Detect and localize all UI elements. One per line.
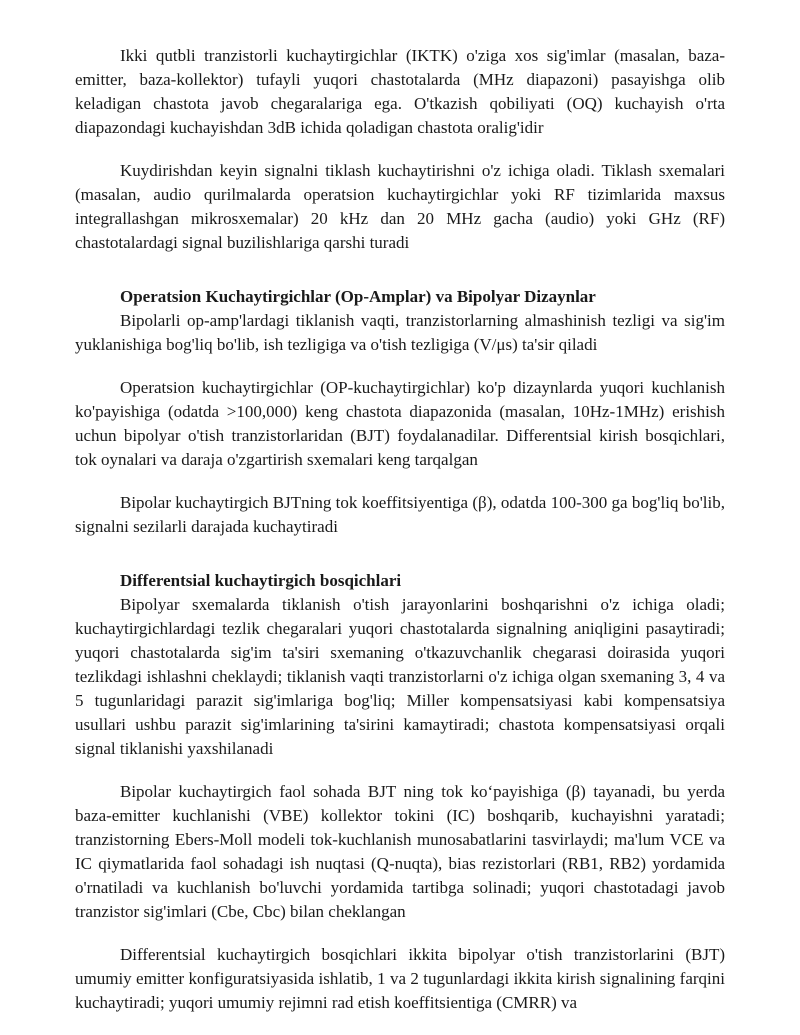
paragraph-bjt-beta: Bipolar kuchaytirgich BJTning tok koeffitsiyentiga (β), odatda 100-300 ga bog'liq bo'lib, signalni sezilarli darajada kuchaytiradi [75, 493, 725, 536]
paragraph-op-amp-gain: Operatsion kuchaytirgichlar (OP-kuchaytirgichlar) ko'p dizaynlarda yuqori kuchlanish ko'payishiga (odatda >100,000) keng chastota diapazonida (masalan, 10Hz-1MHz) erishish uchun bipolyar o'tish tranzistorlaridan (BJT) foydalanadilar. Differentsial kirish bosqichlari, tok oynalari va daraja o'zgartirish sxemalari keng tarqalgan [75, 378, 725, 469]
document-body [75, 44, 725, 1015]
spacer [75, 558, 725, 569]
paragraph-signal-recovery: Kuydirishdan keyin signalni tiklash kuchaytirishni o'z ichiga oladi. Tiklash sxemalari (masalan, audio qurilmalarda operatsion kuchaytirgichlar yoki RF tizimlarida maxsus integrallashgan mikrosxemalar) 20 kHz dan 20 MHz gacha (audio) yoki GHz (RF) chastotalardagi signal buzilishlariga qarshi turadi [75, 161, 725, 252]
section-heading-differential: Differentsial kuchaytirgich bosqichlari [120, 571, 402, 590]
paragraph-differential-stages: Differentsial kuchaytirgich bosqichlari ikkita bipolyar o'tish tranzistorlarini (BJT) umumiy emitter konfiguratsiyasida ishlatib, 1 va 2 tugunlardagi ikkita kirish signalining farqini kuchaytiradi; yuqori umumiy rejimni rad etish koeffitsientiga (CMRR) va [75, 945, 725, 1012]
paragraph-recovery-time: Bipolarli op-amp'lardagi tiklanish vaqti, tranzistorlarning almashinish tezligi va sig'im yuklanishiga bog'liq bo'lib, ish tezligiga va o'tish tezligiga (V/μs) ta'sir qiladi [75, 311, 725, 354]
paragraph-iktk-frequency: Ikki qutbli tranzistorli kuchaytirgichlar (IKTK) o'ziga xos sig'imlar (masalan, baza-emitter, baza-kollektor) tufayli yuqori chastotalarda (MHz diapazoni) pasayishga olib keladigan chastota javob chegaralariga ega. O'tkazish qobiliyati (OQ) kuchayish o'rta diapazondagi kuchayishdan 3dB ichida qoladigan chastota oralig'idir [75, 46, 725, 137]
paragraph-active-region: Bipolar kuchaytirgich faol sohada BJT ning tok ko‘payishiga (β) tayanadi, bu yerda baza-emitter kuchlanishi (VBE) kollektor tokini (IC) boshqarib, kuchayishni yaratadi; tranzistorning Ebers-Moll modeli tok-kuchlanish munosabatlarini tasvirlaydi; ma'lum VCE va IC qiymatlarida faol sohadagi ish nuqtasi (Q-nuqta), bias rezistorlari (RB1, RB2) yordamida o'rnatiladi va kuchlanish bo'luvchi yordamida tartibga solinadi; yuqori chastotadagi javob tranzistor sig'imlari (Cbe, Cbc) bilan cheklangan [75, 782, 725, 921]
spacer [75, 274, 725, 285]
paragraph-transient-recovery: Bipolyar sxemalarda tiklanish o'tish jarayonlarini boshqarishni o'z ichiga oladi; kuchaytirgichlardagi tezlik chegaralari yuqori chastotalarda signalning aniqligini pasaytiradi; yuqori chastotalarda sig'im ta'siri sxemaning o'tkazuvchanlik chegarasi doirasida yuqori tezlikdagi ishlashni cheklaydi; tiklanish vaqti tranzistorlarni o'z ichiga olgan sxemaning 3, 4 va 5 tugunlaridagi parazit sig'imlariga bog'liq; Miller kompensatsiyasi kabi kompensatsiya usullari ushbu parazit sig'imlarining ta'sirini kamaytiradi; chastota kompensatsiyasi orqali signal tiklanishi yaxshilanadi [75, 595, 725, 758]
section-heading-op-amps: Operatsion Kuchaytirgichlar (Op-Amplar) va Bipolyar Dizaynlar [120, 287, 596, 306]
